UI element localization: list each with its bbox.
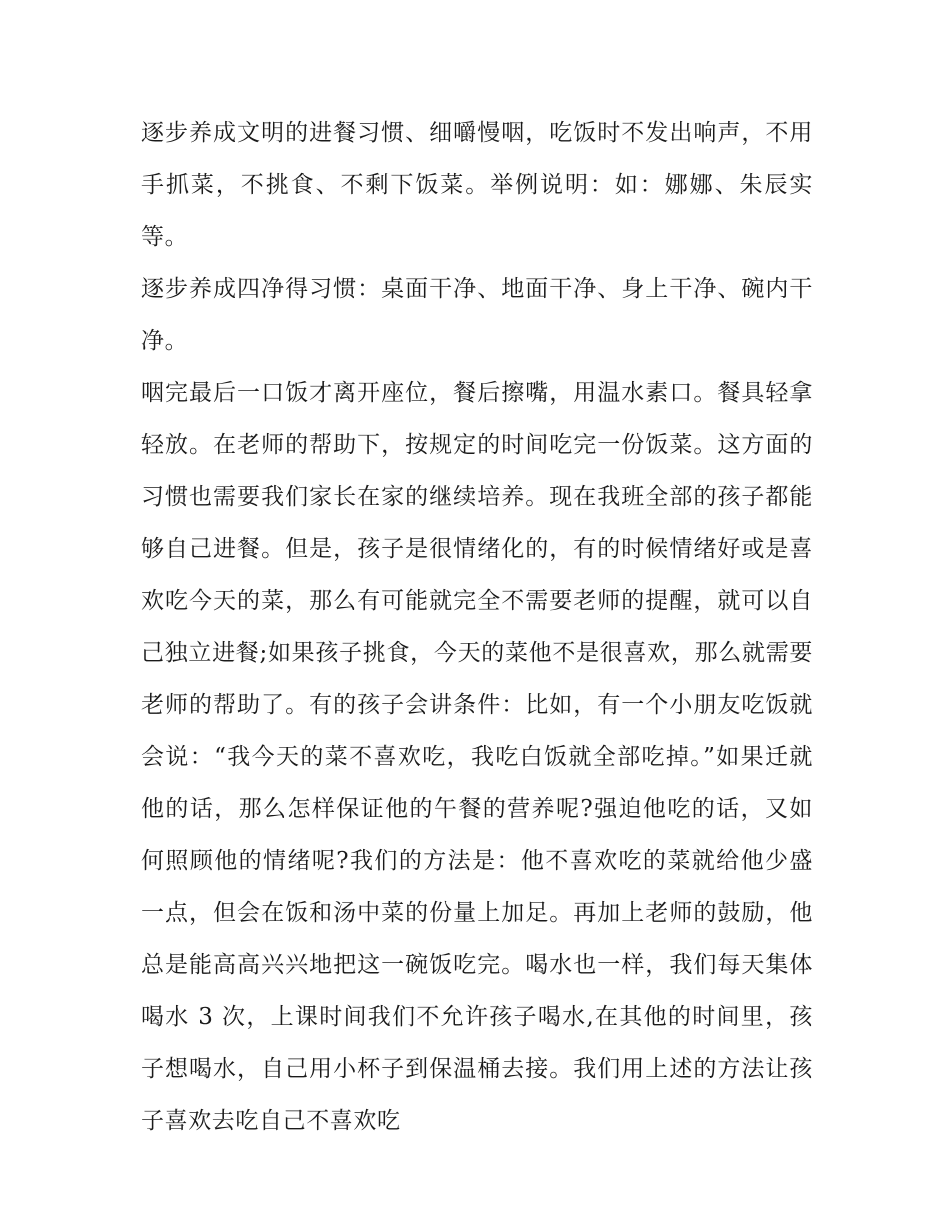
- paragraph-table-manners: 逐步养成文明的进餐习惯、细嚼慢咽，吃饭时不发出响声，不用手抓菜，不挑食、不剩下饭菜。举例说明：如：娜娜、朱辰实等。: [141, 120, 813, 250]
- paragraph-four-clean-habits: 逐步养成四净得习惯：桌面干净、地面干净、身上干净、碗内干净。: [141, 276, 813, 354]
- paragraph-after-meal-habits: 咽完最后一口饭才离开座位，餐后擦嘴，用温水素口。餐具轻拿轻放。在老师的帮助下，按规定的时间吃完一份饭菜。这方面的习惯也需要我们家长在家的继续培养。现在我班全部的孩子都能够自己进餐。但是，孩子是很情绪化的，有的时候情绪好或是喜欢吃今天的菜，那么有可能就完全不需要老师的提醒，就可以自己独立进餐;如果孩子挑食，今天的菜他不是很喜欢，那么就需要老师的帮助了。有的孩子会讲条件：比如，有一个小朋友吃饭就会说：“我今天的菜不喜欢吃，我吃白饭就全部吃掉。”如果迁就他的话，那么怎样保证他的午餐的营养呢?强迫他吃的话，又如何照顾他的情绪呢?我们的方法是：他不喜欢吃的菜就给他少盛一点，但会在饭和汤中菜的份量上加足。再加上老师的鼓励，他总是能高高兴兴地把这一碗饭吃完。喝水也一样，我们每天集体喝水 3 次，上课时间我们不允许孩子喝水,在其他的时间里，孩子想喝水，自己用小杯子到保温桶去接。我们用上述的方法让孩子喜欢去吃自己不喜欢吃: [141, 380, 813, 1134]
- document-body: [141, 107, 813, 1147]
